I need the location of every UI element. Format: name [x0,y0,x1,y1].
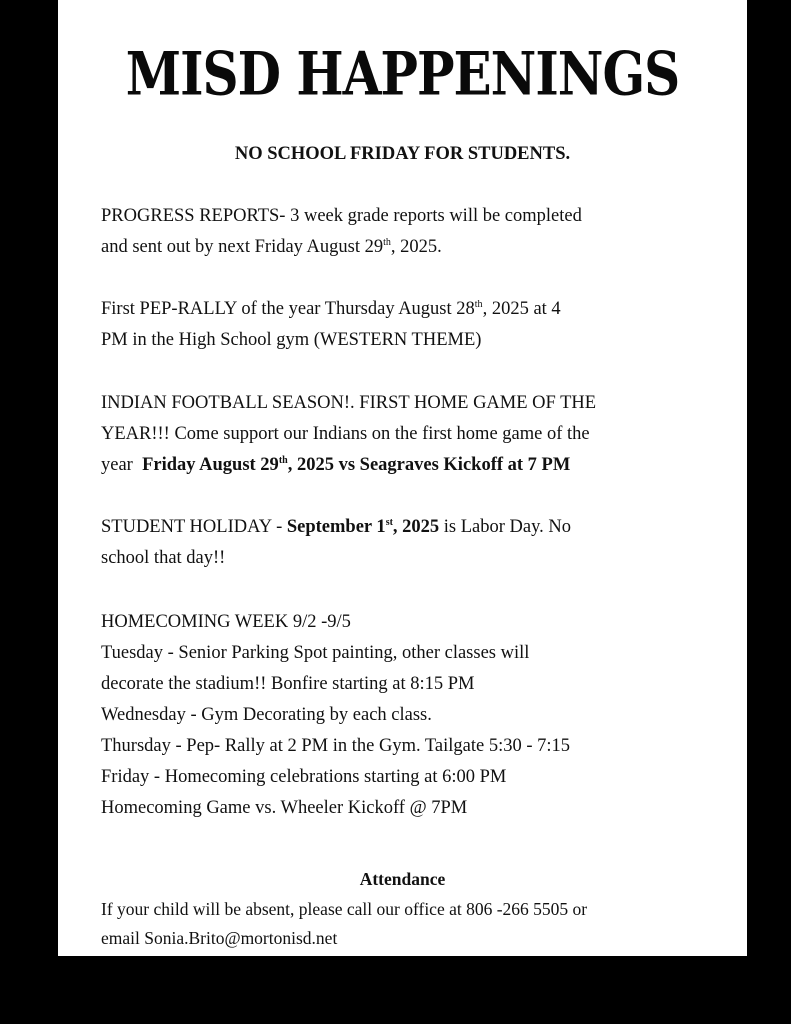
attendance-heading: Attendance [359,869,446,889]
progress-line-2: and sent out by next Friday August 29th, 2025. [101,237,442,257]
homecoming-heading: HOMECOMING WEEK 9/2 -9/5 [101,612,351,632]
football-line-3: year Friday August 29th, 2025 vs Seagraves Kickoff at 7 PM [101,455,571,475]
progress-line-1: PROGRESS REPORTS- 3 week grade reports will be completed [101,206,582,226]
progress-reports-section [101,201,741,263]
homecoming-game: Homecoming Game vs. Wheeler Kickoff @ 7PM [101,798,468,818]
page-title: MISD HAPPENINGS [125,38,680,109]
holiday-line-2: school that day!! [101,548,226,568]
pep-rally-line-1: First PEP-RALLY of the year Thursday August 28th, 2025 at 4 [101,299,561,319]
flyer-page [58,0,747,956]
pep-rally-line-2: PM in the High School gym (WESTERN THEME) [101,330,482,350]
football-line-1: INDIAN FOOTBALL SEASON!. FIRST HOME GAME OF THE [101,393,597,413]
attendance-section [101,895,587,953]
student-holiday-section [101,512,741,574]
no-school-notice: NO SCHOOL FRIDAY FOR STUDENTS. [234,144,571,164]
homecoming-section [101,607,741,824]
football-section [101,388,741,481]
football-line-2: YEAR!!! Come support our Indians on the first home game of the [101,424,590,444]
homecoming-tuesday: Tuesday - Senior Parking Spot painting, other classes will [101,643,530,663]
homecoming-tuesday-cont: decorate the stadium!! Bonfire starting at 8:15 PM [101,674,475,694]
homecoming-wednesday: Wednesday - Gym Decorating by each class. [101,705,432,725]
holiday-line-1: STUDENT HOLIDAY - September 1st, 2025 is Labor Day. No [101,517,572,537]
homecoming-friday: Friday - Homecoming celebrations starting at 6:00 PM [101,767,507,787]
attendance-line-1: If your child will be absent, please call our office at 806 -266 5505 or [101,899,588,919]
homecoming-thursday: Thursday - Pep- Rally at 2 PM in the Gym. Tailgate 5:30 - 7:15 [101,736,571,756]
pep-rally-section [101,294,741,356]
attendance-line-2: email Sonia.Brito@mortonisd.net [101,928,338,948]
